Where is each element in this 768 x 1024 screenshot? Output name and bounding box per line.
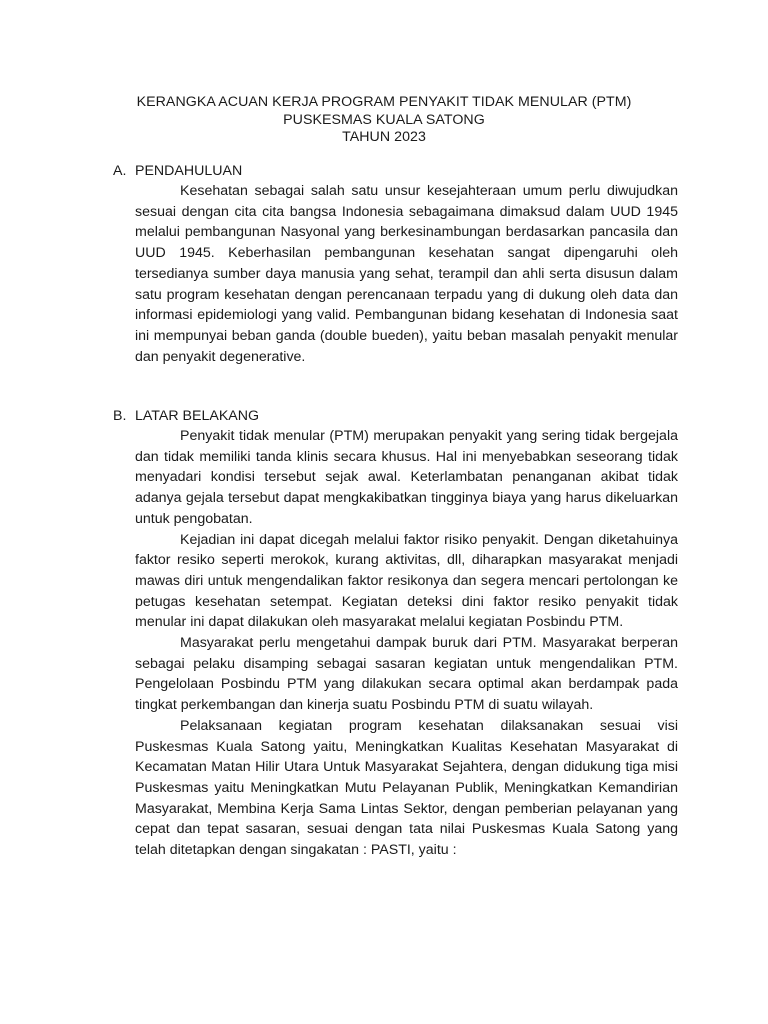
section-heading (113, 162, 678, 180)
title-line-2: PUSKESMAS KUALA SATONG (283, 111, 485, 128)
section-title: PENDAHULUAN (135, 163, 243, 179)
section-title: LATAR BELAKANG (135, 408, 260, 424)
paragraph: Penyakit tidak menular (PTM) merupakan penyakit yang sering tidak bergejala dan tidak memiliki tanda klinis secara khusus. Hal ini menyebabkan seseorang tidak menyadari kondisi tersebut sejak awal. Keterlambatan penanganan akibat tidak adanya gejala tersebut dapat mengkakibatkan tingginya biaya yang harus dikeluarkan untuk pengobatan. (135, 428, 678, 527)
section-heading (113, 407, 678, 425)
document-title (0, 94, 768, 147)
title-line-1: KERANGKA ACUAN KERJA PROGRAM PENYAKIT TIDAK MENULAR (PTM) (136, 94, 632, 110)
section-letter: A. (113, 163, 127, 179)
section-letter: B. (113, 408, 127, 424)
title-line-3: TAHUN 2023 (342, 129, 426, 145)
section-pendahuluan (113, 162, 678, 367)
section-latar-belakang (113, 407, 678, 861)
paragraph: Pelaksanaan kegiatan program kesehatan dilaksanakan sesuai visi Puskesmas Kuala Satong yaitu, Meningkatkan Kualitas Kesehatan Masyarakat di Kecamatan Matan Hilir Utara Untuk Masyarakat Sejahtera, dengan didukung tiga misi Puskesmas yaitu Meningkatkan Mutu Pelayanan Publik, Meningkatkan Kemandirian Masyarakat, Membina Kerja Sama Lintas Sektor, dengan pemberian pelayanan yang cepat dan tepat sasaran, sesuai dengan tata nilai Puskesmas Kuala Satong yang telah ditetapkan dengan singakatan : PASTI, yaitu : (135, 717, 678, 859)
paragraph: Kesehatan sebagai salah satu unsur kesejahteraan umum perlu diwujudkan sesuai dengan cita cita bangsa Indonesia sebagaimana dimaksud dalam UUD 1945 melalui pembangunan Nasyonal yang berkesinambungan berdasarkan pancasila dan UUD 1945. Keberhasilan pembangunan kesehatan sangat dipengaruhi oleh tersedianya sumber daya manusia yang sehat, terampil dan ahli serta disusun dalam satu program kesehatan dengan perencanaan terpadu yang di dukung oleh data dan informasi epidemiologi yang valid. Pembangunan bidang kesehatan di Indonesia saat ini mempunyai beban ganda (double bueden), yaitu beban masalah penyakit menular dan penyakit degenerative. (135, 183, 678, 365)
paragraph: Kejadian ini dapat dicegah melalui faktor risiko penyakit. Dengan diketahuinya faktor resiko seperti merokok, kurang aktivitas, dll, diharapkan masyarakat menjadi mawas diri untuk mengendalikan faktor resikonya dan segera mencari pertolongan ke petugas kesehatan setempat. Kegiatan deteksi dini faktor resiko penyakit tidak menular ini dapat dilakukan oleh masyarakat melalui kegiatan Posbindu PTM. (135, 531, 678, 631)
paragraph: Masyarakat perlu mengetahui dampak buruk dari PTM. Masyarakat berperan sebagai pelaku disamping sebagai sasaran kegiatan untuk mengendalikan PTM. Pengelolaan Posbindu PTM yang dilakukan secara optimal akan berdampak pada tingkat perkembangan dan kinerja suatu Posbindu PTM di suatu wilayah. (135, 635, 678, 714)
